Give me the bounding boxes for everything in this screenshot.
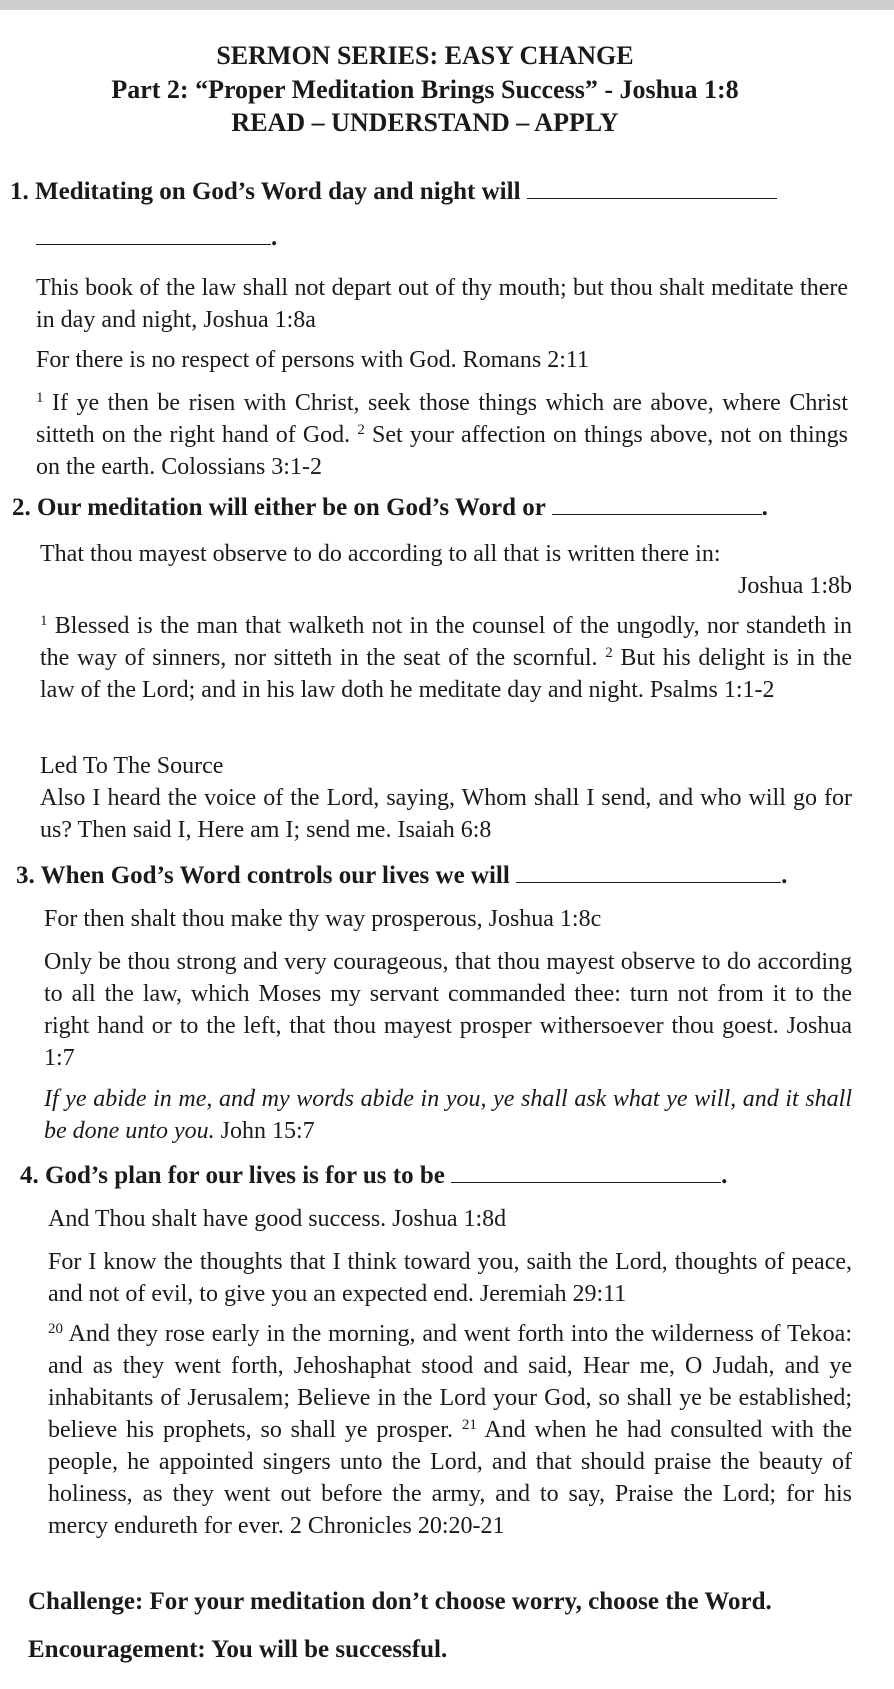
verse-joshua-1-8a: This book of the law shall not depart out of thy mouth; but thou shalt meditate there in day and night, Joshua 1:8a	[36, 275, 848, 333]
verse-reference: John 15:7	[220, 1118, 315, 1144]
verse-romans-2-11: For there is no respect of persons with God. Romans 2:11	[36, 347, 590, 373]
fill-in-blank[interactable]	[451, 1162, 721, 1183]
verse-number: 20	[48, 1321, 63, 1337]
point-end: .	[721, 1162, 728, 1189]
verse-joshua-1-8d: And Thou shalt have good success. Joshua 1:8d	[48, 1206, 507, 1232]
point-4-heading	[20, 1160, 870, 1192]
source-title: Led To The Source	[40, 753, 224, 779]
encouragement-line: Encouragement: You will be successful.	[28, 1636, 448, 1663]
verse-number: 21	[461, 1417, 477, 1433]
point-end: .	[271, 224, 278, 251]
point-1-heading	[10, 176, 860, 208]
method-line: READ – UNDERSTAND – APPLY	[231, 108, 619, 137]
verse-psalms-1-1-2: $^1$ Blessed is the man that walketh not in the counsel of the ungodly, nor standeth in the way of sinners, nor sitteth in the seat of the scornful. $^2$ But his delight is in the law of the Lord; and in his law doth he meditate day and night. Psalms 1:1-2	[40, 613, 853, 703]
part-title: Part 2: “Proper Meditation Brings Success” - Joshua 1:8	[111, 75, 739, 104]
fill-in-blank[interactable]	[527, 178, 777, 199]
point-number: 2.	[12, 494, 31, 521]
verse-number: 2	[605, 645, 613, 661]
point-end: .	[761, 494, 768, 521]
fill-in-blank[interactable]	[516, 862, 781, 883]
verse-joshua-1-8b: That thou mayest observe to do according to all that is written there in: Joshua 1:8b	[40, 538, 852, 602]
verse-reference: Joshua 1:8b	[738, 573, 852, 599]
challenge-line: Challenge: For your meditation don’t choose worry, choose the Word.	[28, 1588, 772, 1615]
point-text: Meditating on God’s Word day and night will	[35, 178, 521, 205]
verse-colossians-3-1-2: $^1$ If ye then be risen with Christ, seek those things which are above, where Christ sitteth on the right hand of God. $^2$ Set your affection on things above, not on things on the earth. Colossians 3:1-2	[36, 390, 849, 480]
verse-isaiah-6-8: Also I heard the voice of the Lord, saying, Whom shall I send, and who will go for us? Then said I, Here am I; send me. Isaiah 6:8	[40, 785, 852, 843]
point-3-heading	[16, 860, 866, 892]
verse-joshua-1-8c: For then shalt thou make thy way prosperous, Joshua 1:8c	[44, 906, 602, 932]
verse-joshua-1-7: Only be thou strong and very courageous, that thou mayest observe to do according to all the law, which Moses my servant commanded thee: turn not from it to the right hand or to the left, that thou mayest prosper withersoever thou goest. Joshua 1:7	[44, 949, 852, 1071]
point-number: 4.	[20, 1162, 39, 1189]
verse-number: 2	[357, 422, 365, 438]
point-end: .	[781, 862, 788, 889]
fill-in-blank[interactable]	[552, 494, 762, 515]
point-number: 1.	[10, 178, 29, 205]
verse-number: 1	[36, 390, 44, 406]
point-text: When God’s Word controls our lives we will	[40, 862, 510, 889]
series-title: SERMON SERIES: EASY CHANGE	[216, 41, 634, 70]
verse-john-15-7: If ye abide in me, and my words abide in you, ye shall ask what ye will, and it shall be done unto you. John 15:7	[44, 1086, 852, 1144]
point-1-blank-line	[36, 222, 336, 254]
point-number: 3.	[16, 862, 35, 889]
verse-number: 1	[40, 613, 48, 629]
point-text: Our meditation will either be on God’s Word or	[37, 494, 546, 521]
fill-in-blank[interactable]	[36, 224, 271, 245]
verse-2-chronicles-20-20-21: $^{20}$ And they rose early in the morning, and went forth into the wilderness of Tekoa: and as they went forth, Jehoshaphat stood and said, Hear me, O Judah, and ye inhabitants of Jerusalem; Believe in the Lord your God, so shall ye be established; believe his prophets, so shall ye prosper. $^{21}$ And when he had consulted with the people, he appointed singers unto the Lord, and that should praise the beauty of holiness, as they went out before the army, and to say, Praise the Lord; for his mercy endureth for ever. 2 Chronicles 20:20-21	[48, 1321, 852, 1539]
point-text: God’s plan for our lives is for us to be	[45, 1162, 445, 1189]
point-2-heading	[12, 492, 862, 524]
verse-jeremiah-29-11: For I know the thoughts that I think toward you, saith the Lord, thoughts of peace, and not of evil, to give you an expected end. Jeremiah 29:11	[48, 1249, 852, 1307]
